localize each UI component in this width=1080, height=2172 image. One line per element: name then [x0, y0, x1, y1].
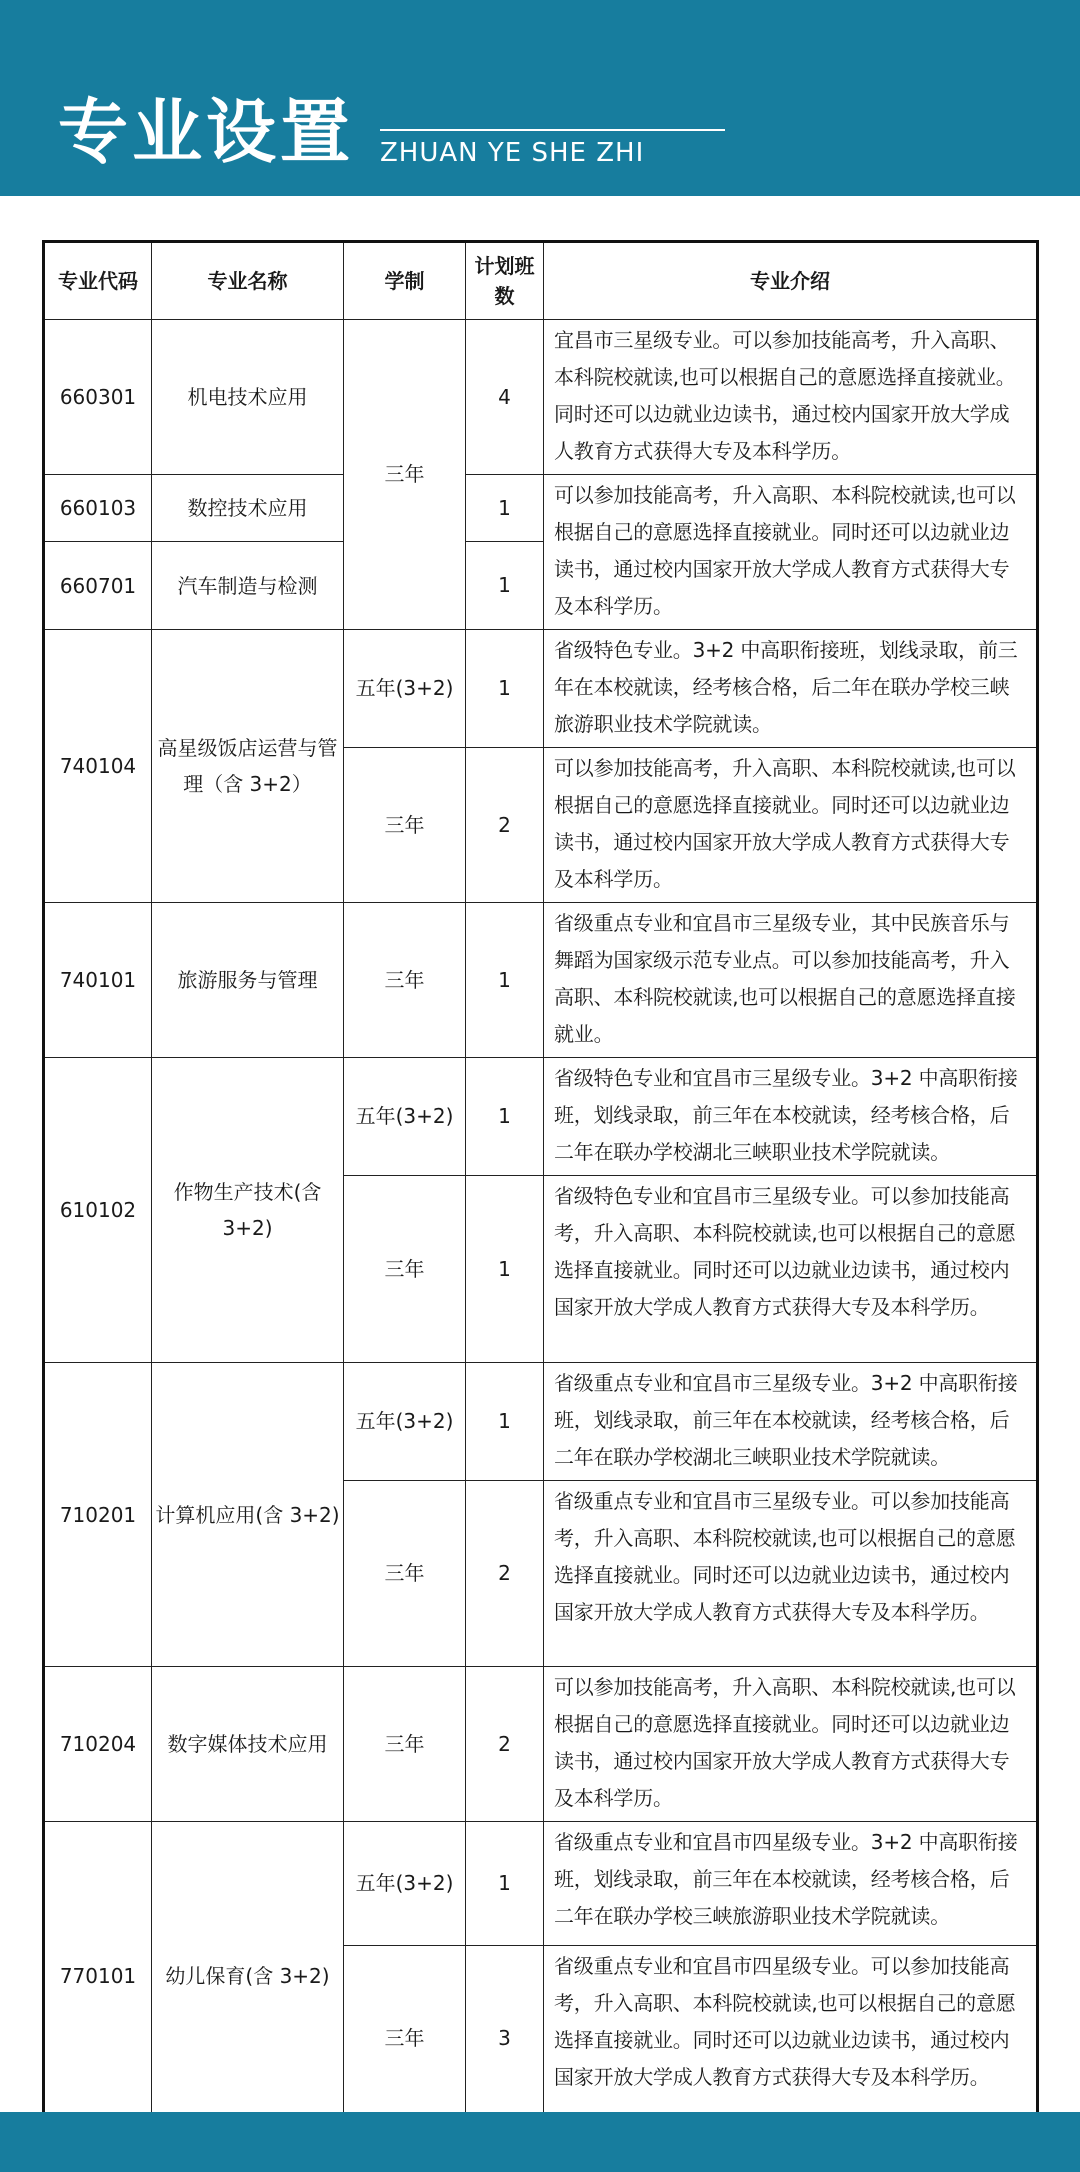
header-name: 专业名称 — [152, 242, 344, 320]
major-duration: 五年(3+2) — [344, 1822, 466, 1946]
plan-classes: 3 — [466, 1946, 544, 2132]
plan-classes: 1 — [466, 630, 544, 748]
major-intro: 可以参加技能高考，升入高职、本科院校就读,也可以根据自己的意愿选择直接就业。同时还可以边就业边读书，通过校内国家开放大学成人教育方式获得大专及本科学历。 — [544, 748, 1038, 903]
table-row — [44, 903, 1038, 1058]
major-name: 作物生产技术(含 3+2) — [152, 1058, 344, 1363]
header-code: 专业代码 — [44, 242, 152, 320]
title-divider — [380, 129, 725, 131]
plan-classes: 2 — [466, 748, 544, 903]
major-intro: 省级重点专业和宜昌市三星级专业。可以参加技能高考，升入高职、本科院校就读,也可以根据自己的意愿选择直接就业。同时还可以边就业边读书，通过校内国家开放大学成人教育方式获得大专及本科学历。 — [544, 1481, 1038, 1667]
major-code: 740101 — [44, 903, 152, 1058]
table-row — [44, 630, 1038, 748]
table-row — [44, 1363, 1038, 1481]
plan-classes: 2 — [466, 1667, 544, 1822]
major-name: 汽车制造与检测 — [152, 542, 344, 630]
table-header-row — [44, 242, 1038, 320]
major-name: 旅游服务与管理 — [152, 903, 344, 1058]
major-code: 740104 — [44, 630, 152, 903]
plan-classes: 4 — [466, 320, 544, 475]
major-duration: 五年(3+2) — [344, 630, 466, 748]
table-row — [44, 1822, 1038, 1946]
major-name: 高星级饭店运营与管理（含 3+2） — [152, 630, 344, 903]
major-duration: 三年 — [344, 1946, 466, 2132]
major-intro: 省级特色专业。3+2 中高职衔接班，划线录取，前三年在本校就读，经考核合格，后二年在联办学校三峡旅游职业技术学院就读。 — [544, 630, 1038, 748]
table-row — [44, 1667, 1038, 1822]
major-duration: 五年(3+2) — [344, 1363, 466, 1481]
major-intro: 省级重点专业和宜昌市三星级专业，其中民族音乐与舞蹈为国家级示范专业点。可以参加技能高考，升入高职、本科院校就读,也可以根据自己的意愿选择直接就业。 — [544, 903, 1038, 1058]
header-banner — [0, 0, 1080, 196]
major-name: 计算机应用(含 3+2) — [152, 1363, 344, 1667]
major-code: 710204 — [44, 1667, 152, 1822]
plan-classes: 1 — [466, 1363, 544, 1481]
footer-bar — [0, 2112, 1080, 2172]
plan-classes: 1 — [466, 1058, 544, 1176]
table-row — [44, 475, 1038, 542]
major-duration: 三年 — [344, 1667, 466, 1822]
major-intro: 省级特色专业和宜昌市三星级专业。3+2 中高职衔接班，划线录取，前三年在本校就读，经考核合格，后二年在联办学校湖北三峡职业技术学院就读。 — [544, 1058, 1038, 1176]
header-duration: 学制 — [344, 242, 466, 320]
major-name: 数控技术应用 — [152, 475, 344, 542]
plan-classes: 1 — [466, 542, 544, 630]
major-code: 660701 — [44, 542, 152, 630]
major-duration: 五年(3+2) — [344, 1058, 466, 1176]
major-code: 770101 — [44, 1822, 152, 2132]
major-duration: 三年 — [344, 320, 466, 630]
plan-classes: 1 — [466, 1176, 544, 1363]
major-code: 610102 — [44, 1058, 152, 1363]
major-duration: 三年 — [344, 748, 466, 903]
major-duration: 三年 — [344, 903, 466, 1058]
major-name: 机电技术应用 — [152, 320, 344, 475]
major-intro: 省级特色专业和宜昌市三星级专业。可以参加技能高考，升入高职、本科院校就读,也可以根据自己的意愿选择直接就业。同时还可以边就业边读书，通过校内国家开放大学成人教育方式获得大专及本科学历。 — [544, 1176, 1038, 1363]
plan-classes: 2 — [466, 1481, 544, 1667]
major-name: 数字媒体技术应用 — [152, 1667, 344, 1822]
major-intro: 省级重点专业和宜昌市三星级专业。3+2 中高职衔接班，划线录取，前三年在本校就读，经考核合格，后二年在联办学校湖北三峡职业技术学院就读。 — [544, 1363, 1038, 1481]
majors-table — [42, 240, 1039, 2133]
plan-classes: 1 — [466, 1822, 544, 1946]
header-classes: 计划班数 — [466, 242, 544, 320]
plan-classes: 1 — [466, 475, 544, 542]
major-intro: 可以参加技能高考，升入高职、本科院校就读,也可以根据自己的意愿选择直接就业。同时还可以边就业边读书，通过校内国家开放大学成人教育方式获得大专及本科学历。 — [544, 1667, 1038, 1822]
major-intro: 省级重点专业和宜昌市四星级专业。3+2 中高职衔接班，划线录取，前三年在本校就读，经考核合格，后二年在联办学校三峡旅游职业技术学院就读。 — [544, 1822, 1038, 1946]
major-intro: 宜昌市三星级专业。可以参加技能高考，升入高职、本科院校就读,也可以根据自己的意愿选择直接就业。同时还可以边就业边读书，通过校内国家开放大学成人教育方式获得大专及本科学历。 — [544, 320, 1038, 475]
table-row — [44, 1058, 1038, 1176]
major-code: 660103 — [44, 475, 152, 542]
page-title: 专业设置 — [58, 91, 354, 173]
table-row — [44, 320, 1038, 475]
plan-classes: 1 — [466, 903, 544, 1058]
major-intro: 省级重点专业和宜昌市四星级专业。可以参加技能高考，升入高职、本科院校就读,也可以根据自己的意愿选择直接就业。同时还可以边就业边读书，通过校内国家开放大学成人教育方式获得大专及本科学历。 — [544, 1946, 1038, 2132]
major-intro: 可以参加技能高考，升入高职、本科院校就读,也可以根据自己的意愿选择直接就业。同时还可以边就业边读书，通过校内国家开放大学成人教育方式获得大专及本科学历。 — [544, 475, 1038, 630]
header-intro: 专业介绍 — [544, 242, 1038, 320]
major-code: 710201 — [44, 1363, 152, 1667]
major-code: 660301 — [44, 320, 152, 475]
major-duration: 三年 — [344, 1481, 466, 1667]
page-subtitle: ZHUAN YE SHE ZHI — [380, 138, 645, 168]
major-name: 幼儿保育(含 3+2) — [152, 1822, 344, 2132]
major-duration: 三年 — [344, 1176, 466, 1363]
